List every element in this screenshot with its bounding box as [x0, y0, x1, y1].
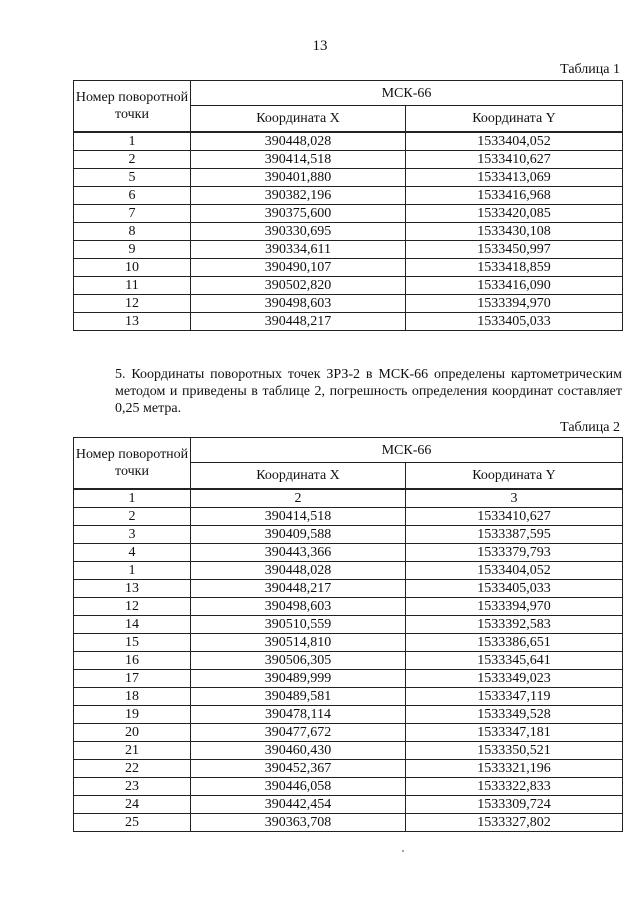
y-coordinate-cell: 1533450,997	[406, 241, 623, 259]
paragraph-5	[73, 366, 622, 417]
coordinates-table-1	[73, 80, 623, 331]
point-number-cell: 2	[74, 508, 191, 526]
table-row	[74, 778, 623, 796]
x-coordinate-cell: 390489,581	[191, 688, 406, 706]
point-number-cell: 23	[74, 778, 191, 796]
x-coordinate-cell: 390409,588	[191, 526, 406, 544]
coordinate-system-header: МСК-66	[191, 438, 623, 463]
y-coordinate-cell: 1533392,583	[406, 616, 623, 634]
y-coordinate-cell: 1533413,069	[406, 169, 623, 187]
table-row	[74, 544, 623, 562]
table-row	[74, 313, 623, 331]
point-number-cell: 4	[74, 544, 191, 562]
x-coordinate-cell: 390448,028	[191, 132, 406, 151]
point-number-cell: 13	[74, 580, 191, 598]
y-coordinate-cell: 1533416,090	[406, 277, 623, 295]
point-number-cell: 19	[74, 706, 191, 724]
table-row	[74, 223, 623, 241]
x-coordinate-cell: 390448,217	[191, 313, 406, 331]
point-number-cell: 10	[74, 259, 191, 277]
x-coordinate-cell: 390489,999	[191, 670, 406, 688]
x-coordinate-cell: 390382,196	[191, 187, 406, 205]
table-row	[74, 508, 623, 526]
table-row	[74, 670, 623, 688]
table-row	[74, 151, 623, 169]
x-coordinate-cell: 390502,820	[191, 277, 406, 295]
y-coordinate-cell: 1533345,641	[406, 652, 623, 670]
y-coordinate-header: Координата Y	[406, 106, 623, 133]
table-row	[74, 616, 623, 634]
table-row	[74, 187, 623, 205]
point-number-cell: 24	[74, 796, 191, 814]
y-coordinate-cell: 1533418,859	[406, 259, 623, 277]
x-coordinate-cell: 390460,430	[191, 742, 406, 760]
table-row	[74, 241, 623, 259]
table-2-caption: Таблица 2	[560, 420, 620, 435]
table-row	[74, 526, 623, 544]
y-coordinate-cell: 1533386,651	[406, 634, 623, 652]
table-row	[74, 562, 623, 580]
point-number-cell: 8	[74, 223, 191, 241]
coordinate-system-header: МСК-66	[191, 81, 623, 106]
y-coordinate-cell: 1533405,033	[406, 313, 623, 331]
x-coordinate-header: Координата X	[191, 463, 406, 490]
y-coordinate-cell: 1533327,802	[406, 814, 623, 832]
x-coordinate-cell: 390498,603	[191, 295, 406, 313]
point-number-cell: 7	[74, 205, 191, 223]
y-coordinate-cell: 1533347,119	[406, 688, 623, 706]
point-number-cell: 1	[74, 132, 191, 151]
y-coordinate-cell: 1533350,521	[406, 742, 623, 760]
point-number-cell: 12	[74, 598, 191, 616]
table-2-body	[74, 489, 623, 832]
x-coordinate-cell: 390446,058	[191, 778, 406, 796]
y-coordinate-cell: 1533405,033	[406, 580, 623, 598]
page-number: 13	[312, 38, 328, 54]
table-row	[74, 169, 623, 187]
table-row	[74, 796, 623, 814]
paragraph-text: 5. Координаты поворотных точек ЗРЗ-2 в МСК-66 определены картометрическим методом и приведены в таблице 2, погрешность определения координат составляет 0,25 метра.	[115, 367, 622, 416]
y-coordinate-cell: 1533349,528	[406, 706, 623, 724]
y-coordinate-cell: 1533430,108	[406, 223, 623, 241]
point-number-cell: 5	[74, 169, 191, 187]
point-number-cell: 12	[74, 295, 191, 313]
x-coordinate-cell: 390452,367	[191, 760, 406, 778]
point-number-cell: 16	[74, 652, 191, 670]
y-coordinate-cell: 1533404,052	[406, 562, 623, 580]
point-number-cell: 11	[74, 277, 191, 295]
table-row	[74, 724, 623, 742]
x-coordinate-cell: 390477,672	[191, 724, 406, 742]
x-coordinate-cell: 390490,107	[191, 259, 406, 277]
x-coordinate-cell: 390330,695	[191, 223, 406, 241]
table-row	[74, 652, 623, 670]
y-coordinate-cell: 3	[406, 489, 623, 508]
point-number-cell: 25	[74, 814, 191, 832]
table-row	[74, 706, 623, 724]
table-row	[74, 742, 623, 760]
y-coordinate-cell: 1533416,968	[406, 187, 623, 205]
y-coordinate-header: Координата Y	[406, 463, 623, 490]
scan-speck	[402, 850, 404, 852]
point-number-header: Номер поворотной точки	[74, 438, 191, 490]
x-coordinate-cell: 390442,454	[191, 796, 406, 814]
table-row	[74, 132, 623, 151]
x-coordinate-cell: 390443,366	[191, 544, 406, 562]
point-number-cell: 17	[74, 670, 191, 688]
x-coordinate-cell: 390448,217	[191, 580, 406, 598]
table-1-body	[74, 132, 623, 331]
y-coordinate-cell: 1533394,970	[406, 598, 623, 616]
point-number-cell: 1	[74, 489, 191, 508]
y-coordinate-cell: 1533420,085	[406, 205, 623, 223]
x-coordinate-cell: 2	[191, 489, 406, 508]
table-row	[74, 295, 623, 313]
table-row	[74, 598, 623, 616]
point-number-cell: 1	[74, 562, 191, 580]
coordinates-table-2	[73, 437, 623, 832]
point-number-cell: 13	[74, 313, 191, 331]
y-coordinate-cell: 1533349,023	[406, 670, 623, 688]
x-coordinate-cell: 390510,559	[191, 616, 406, 634]
x-coordinate-cell: 390506,305	[191, 652, 406, 670]
point-number-cell: 9	[74, 241, 191, 259]
y-coordinate-cell: 1533309,724	[406, 796, 623, 814]
x-coordinate-header: Координата X	[191, 106, 406, 133]
y-coordinate-cell: 1533321,196	[406, 760, 623, 778]
x-coordinate-cell: 390448,028	[191, 562, 406, 580]
point-number-cell: 20	[74, 724, 191, 742]
y-coordinate-cell: 1533394,970	[406, 295, 623, 313]
point-number-cell: 2	[74, 151, 191, 169]
x-coordinate-cell: 390363,708	[191, 814, 406, 832]
x-coordinate-cell: 390414,518	[191, 508, 406, 526]
x-coordinate-cell: 390498,603	[191, 598, 406, 616]
y-coordinate-cell: 1533410,627	[406, 151, 623, 169]
y-coordinate-cell: 1533379,793	[406, 544, 623, 562]
table-row	[74, 277, 623, 295]
point-number-cell: 14	[74, 616, 191, 634]
point-number-cell: 21	[74, 742, 191, 760]
x-coordinate-cell: 390414,518	[191, 151, 406, 169]
point-number-cell: 22	[74, 760, 191, 778]
table-1-caption: Таблица 1	[560, 62, 620, 77]
x-coordinate-cell: 390334,611	[191, 241, 406, 259]
x-coordinate-cell: 390401,880	[191, 169, 406, 187]
y-coordinate-cell: 1533347,181	[406, 724, 623, 742]
table-row	[74, 489, 623, 508]
point-number-header: Номер поворотной точки	[74, 81, 191, 133]
y-coordinate-cell: 1533410,627	[406, 508, 623, 526]
table-row	[74, 688, 623, 706]
x-coordinate-cell: 390375,600	[191, 205, 406, 223]
table-row	[74, 580, 623, 598]
point-number-cell: 18	[74, 688, 191, 706]
y-coordinate-cell: 1533322,833	[406, 778, 623, 796]
point-number-cell: 3	[74, 526, 191, 544]
table-row	[74, 205, 623, 223]
y-coordinate-cell: 1533404,052	[406, 132, 623, 151]
table-row	[74, 814, 623, 832]
y-coordinate-cell: 1533387,595	[406, 526, 623, 544]
point-number-cell: 6	[74, 187, 191, 205]
x-coordinate-cell: 390514,810	[191, 634, 406, 652]
point-number-cell: 15	[74, 634, 191, 652]
x-coordinate-cell: 390478,114	[191, 706, 406, 724]
table-row	[74, 259, 623, 277]
table-row	[74, 634, 623, 652]
table-row	[74, 760, 623, 778]
